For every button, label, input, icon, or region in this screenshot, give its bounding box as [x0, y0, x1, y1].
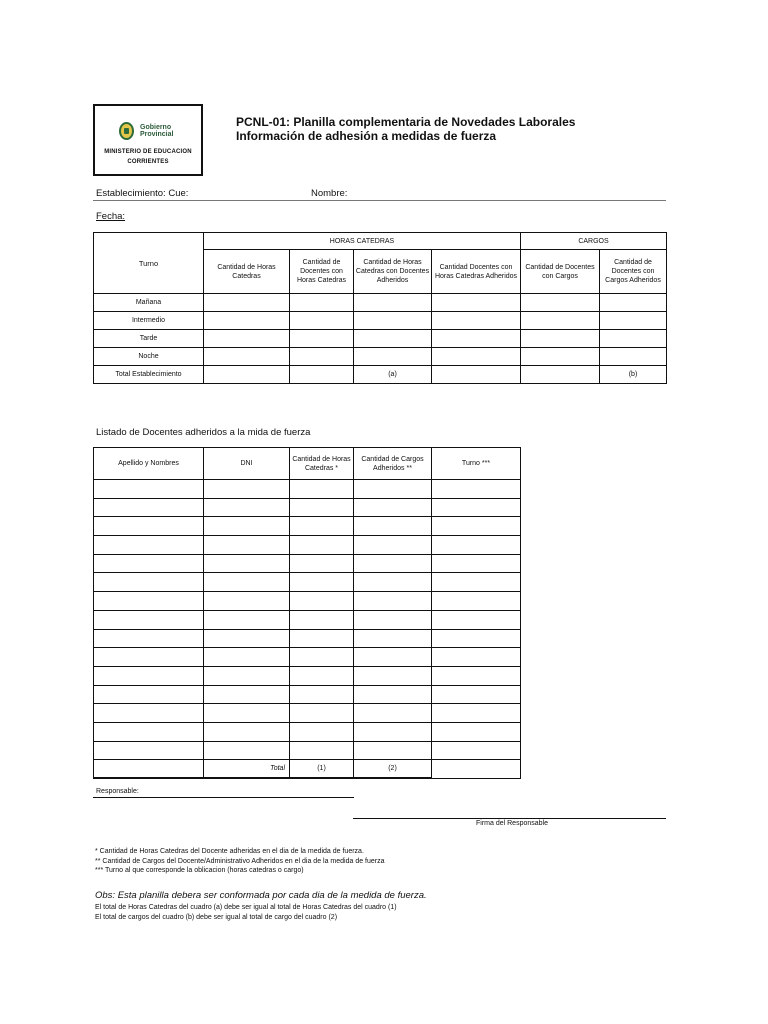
responsable-label: Responsable:	[96, 788, 139, 795]
input-cell[interactable]	[290, 629, 354, 648]
obs-note: Obs: Esta planilla debera ser conformada por cada dia de la medida de fuerza.	[95, 890, 427, 901]
input-cell[interactable]	[204, 592, 290, 611]
docentes-total-row	[94, 760, 432, 778]
turno-manana: Mañana	[94, 294, 204, 312]
input-cell[interactable]	[290, 312, 354, 330]
fecha-label: Fecha:	[96, 211, 126, 222]
input-cell[interactable]	[354, 554, 432, 573]
input-cell[interactable]	[354, 648, 432, 667]
footnote-2: ** Cantidad de Cargos del Docente/Administrativo Adheridos en el dia de la medida de fuerza	[95, 857, 385, 865]
table-row	[94, 312, 667, 330]
summary-table	[93, 232, 667, 384]
input-cell[interactable]	[94, 498, 204, 517]
col-docentes-cargos: Cantidad de Docentes con Cargos	[521, 250, 600, 294]
input-cell[interactable]	[204, 294, 290, 312]
input-cell[interactable]	[204, 330, 290, 348]
input-cell[interactable]	[290, 704, 354, 723]
turno-tarde: Tarde	[94, 330, 204, 348]
input-cell[interactable]	[290, 666, 354, 685]
input-cell[interactable]	[432, 592, 521, 611]
input-cell[interactable]	[94, 722, 204, 741]
firma-line[interactable]	[353, 818, 666, 819]
ministry-line2: CORRIENTES	[127, 159, 169, 165]
logo-text-line1: Gobierno	[140, 124, 172, 131]
input-cell[interactable]	[432, 366, 521, 384]
page-title	[236, 115, 575, 143]
input-cell[interactable]	[290, 498, 354, 517]
divider-line	[93, 200, 666, 201]
table-row	[94, 648, 521, 667]
input-cell[interactable]	[354, 330, 432, 348]
ministry-line1: MINISTERIO DE EDUCACION	[104, 149, 192, 155]
table-row	[94, 348, 667, 366]
col-cargos-adheridos: Cantidad de Cargos Adheridos **	[354, 448, 432, 480]
input-cell[interactable]	[204, 348, 290, 366]
input-cell[interactable]	[204, 536, 290, 555]
input-cell[interactable]	[432, 312, 521, 330]
input-cell[interactable]	[432, 480, 521, 499]
note-2: El total de cargos del cuadro (b) debe ser igual al total de cargo del cuadro (2)	[95, 913, 338, 921]
mark-1: (1)	[290, 760, 354, 778]
input-cell[interactable]	[354, 480, 432, 499]
mark-b: (b)	[600, 366, 667, 384]
table-row	[94, 685, 521, 704]
input-cell[interactable]	[600, 294, 667, 312]
input-cell[interactable]	[354, 722, 432, 741]
table-row	[94, 480, 521, 499]
input-cell[interactable]	[290, 366, 354, 384]
input-cell[interactable]	[290, 330, 354, 348]
input-cell[interactable]	[204, 480, 290, 499]
input-cell[interactable]	[290, 294, 354, 312]
input-cell[interactable]	[290, 685, 354, 704]
col-apellido-nombres: Apellido y Nombres	[94, 448, 204, 480]
title-line2: Información de adhesión a medidas de fuerza	[236, 129, 497, 143]
cargos-header: CARGOS	[521, 233, 667, 250]
input-cell[interactable]	[354, 610, 432, 629]
input-cell[interactable]	[432, 536, 521, 555]
listado-title: Listado de Docentes adheridos a la mida de fuerza	[96, 427, 311, 438]
input-cell[interactable]	[94, 610, 204, 629]
table-row	[94, 610, 521, 629]
ministry-name	[95, 147, 201, 167]
input-cell[interactable]	[94, 573, 204, 592]
responsable-line[interactable]	[93, 797, 354, 798]
input-cell[interactable]	[432, 517, 521, 536]
col-docentes-horas: Cantidad de Docentes con Horas Catedras	[290, 250, 354, 294]
turno-intermedio: Intermedio	[94, 312, 204, 330]
table-row	[94, 498, 521, 517]
input-cell[interactable]	[432, 685, 521, 704]
col-docentes-cargos-adheridos: Cantidad de Docentes con Cargos Adheridos	[600, 250, 667, 294]
input-cell[interactable]	[354, 348, 432, 366]
input-cell[interactable]	[354, 312, 432, 330]
input-cell[interactable]	[432, 610, 521, 629]
input-cell[interactable]	[354, 294, 432, 312]
col-horas-adheridos: Cantidad de Horas Catedras con Docentes Adheridos	[354, 250, 432, 294]
turno-header: Turno	[94, 233, 204, 294]
docentes-total-table	[93, 759, 432, 778]
input-cell[interactable]	[521, 312, 600, 330]
input-cell[interactable]	[432, 573, 521, 592]
blank-rows	[94, 480, 521, 779]
col-horas-catedras: Cantidad de Horas Catedras *	[290, 448, 354, 480]
input-cell[interactable]	[94, 685, 204, 704]
input-cell[interactable]	[94, 666, 204, 685]
input-cell[interactable]	[432, 648, 521, 667]
input-cell[interactable]	[432, 741, 521, 760]
input-cell[interactable]	[290, 348, 354, 366]
input-cell[interactable]	[204, 610, 290, 629]
input-cell[interactable]	[290, 480, 354, 499]
input-cell[interactable]	[204, 704, 290, 723]
input-cell[interactable]	[290, 722, 354, 741]
input-cell[interactable]	[354, 536, 432, 555]
input-cell[interactable]	[204, 366, 290, 384]
mark-a: (a)	[354, 366, 432, 384]
input-cell[interactable]	[600, 330, 667, 348]
table-row	[94, 592, 521, 611]
footnotes	[95, 847, 385, 876]
input-cell[interactable]	[521, 294, 600, 312]
input-cell[interactable]	[432, 629, 521, 648]
input-cell[interactable]	[432, 760, 521, 779]
input-cell[interactable]	[354, 704, 432, 723]
input-cell[interactable]	[432, 330, 521, 348]
note-1: El total de Horas Catedras del cuadro (a) debe ser igual al total de Horas Catedras del cuadro (1)	[95, 904, 397, 911]
logo-box	[93, 104, 203, 176]
input-cell[interactable]	[94, 629, 204, 648]
input-cell[interactable]	[600, 348, 667, 366]
input-cell[interactable]	[354, 666, 432, 685]
input-cell[interactable]	[204, 517, 290, 536]
horas-catedras-header: HORAS CATEDRAS	[204, 233, 521, 250]
coat-of-arms-icon	[119, 122, 134, 140]
total-label: Total	[94, 760, 290, 778]
firma-label: Firma del Responsable	[476, 820, 548, 827]
input-cell[interactable]	[94, 648, 204, 667]
input-cell[interactable]	[204, 648, 290, 667]
input-cell[interactable]	[432, 666, 521, 685]
input-cell[interactable]	[94, 517, 204, 536]
input-cell[interactable]	[94, 480, 204, 499]
input-cell[interactable]	[432, 294, 521, 312]
col-docentes-horas-adheridos: Cantidad Docentes con Horas Catedras Adheridos	[432, 250, 521, 294]
input-cell[interactable]	[290, 573, 354, 592]
input-cell[interactable]	[290, 554, 354, 573]
input-cell[interactable]	[432, 554, 521, 573]
notes	[95, 903, 397, 922]
input-cell[interactable]	[204, 629, 290, 648]
input-cell[interactable]	[204, 573, 290, 592]
input-cell[interactable]	[94, 741, 204, 760]
input-cell[interactable]	[204, 722, 290, 741]
nombre-label: Nombre:	[311, 188, 348, 199]
footnote-3: *** Turno al que corresponde la oblicacion (horas catedras o cargo)	[95, 867, 304, 874]
total-row	[94, 366, 667, 384]
input-cell[interactable]	[432, 498, 521, 517]
table-row	[94, 722, 521, 741]
table-row	[94, 517, 521, 536]
col-turno: Turno ***	[432, 448, 521, 480]
docentes-table	[93, 447, 521, 779]
input-cell[interactable]	[204, 498, 290, 517]
input-cell[interactable]	[204, 554, 290, 573]
input-cell[interactable]	[290, 517, 354, 536]
input-cell[interactable]	[354, 592, 432, 611]
col-dni: DNI	[204, 448, 290, 480]
table-row	[94, 629, 521, 648]
input-cell[interactable]	[432, 348, 521, 366]
input-cell[interactable]	[94, 554, 204, 573]
input-cell[interactable]	[432, 722, 521, 741]
establecimiento-label: Establecimiento: Cue:	[96, 188, 189, 199]
table-row	[94, 554, 521, 573]
table-row	[94, 741, 521, 760]
table-row	[94, 330, 667, 348]
mark-2: (2)	[354, 760, 432, 778]
input-cell[interactable]	[354, 517, 432, 536]
input-cell[interactable]	[354, 685, 432, 704]
table-row	[94, 666, 521, 685]
input-cell[interactable]	[354, 741, 432, 760]
input-cell[interactable]	[290, 610, 354, 629]
table-row	[94, 573, 521, 592]
input-cell[interactable]	[94, 592, 204, 611]
input-cell[interactable]	[432, 704, 521, 723]
input-cell[interactable]	[290, 536, 354, 555]
input-cell[interactable]	[290, 648, 354, 667]
footnote-1: * Cantidad de Horas Catedras del Docente adheridas en el dia de la medida de fuerza.	[95, 848, 364, 855]
logo-text	[140, 124, 173, 138]
logo-text-line2: Provincial	[140, 131, 174, 138]
table-row	[94, 704, 521, 723]
input-cell[interactable]	[94, 704, 204, 723]
input-cell[interactable]	[354, 573, 432, 592]
input-cell[interactable]	[204, 666, 290, 685]
input-cell[interactable]	[94, 536, 204, 555]
input-cell[interactable]	[521, 366, 600, 384]
input-cell[interactable]	[204, 312, 290, 330]
table-row	[94, 294, 667, 312]
input-cell[interactable]	[521, 348, 600, 366]
table-row	[94, 536, 521, 555]
total-establecimiento-label: Total Establecimiento	[94, 366, 204, 384]
input-cell[interactable]	[204, 741, 290, 760]
input-cell[interactable]	[290, 592, 354, 611]
input-cell[interactable]	[354, 629, 432, 648]
input-cell[interactable]	[354, 498, 432, 517]
turno-noche: Noche	[94, 348, 204, 366]
col-cantidad-horas: Cantidad de Horas Catedras	[204, 250, 290, 294]
title-line1: PCNL-01: Planilla complementaria de Novedades Laborales	[236, 115, 576, 129]
input-cell[interactable]	[521, 330, 600, 348]
input-cell[interactable]	[204, 685, 290, 704]
input-cell[interactable]	[290, 741, 354, 760]
input-cell[interactable]	[600, 312, 667, 330]
